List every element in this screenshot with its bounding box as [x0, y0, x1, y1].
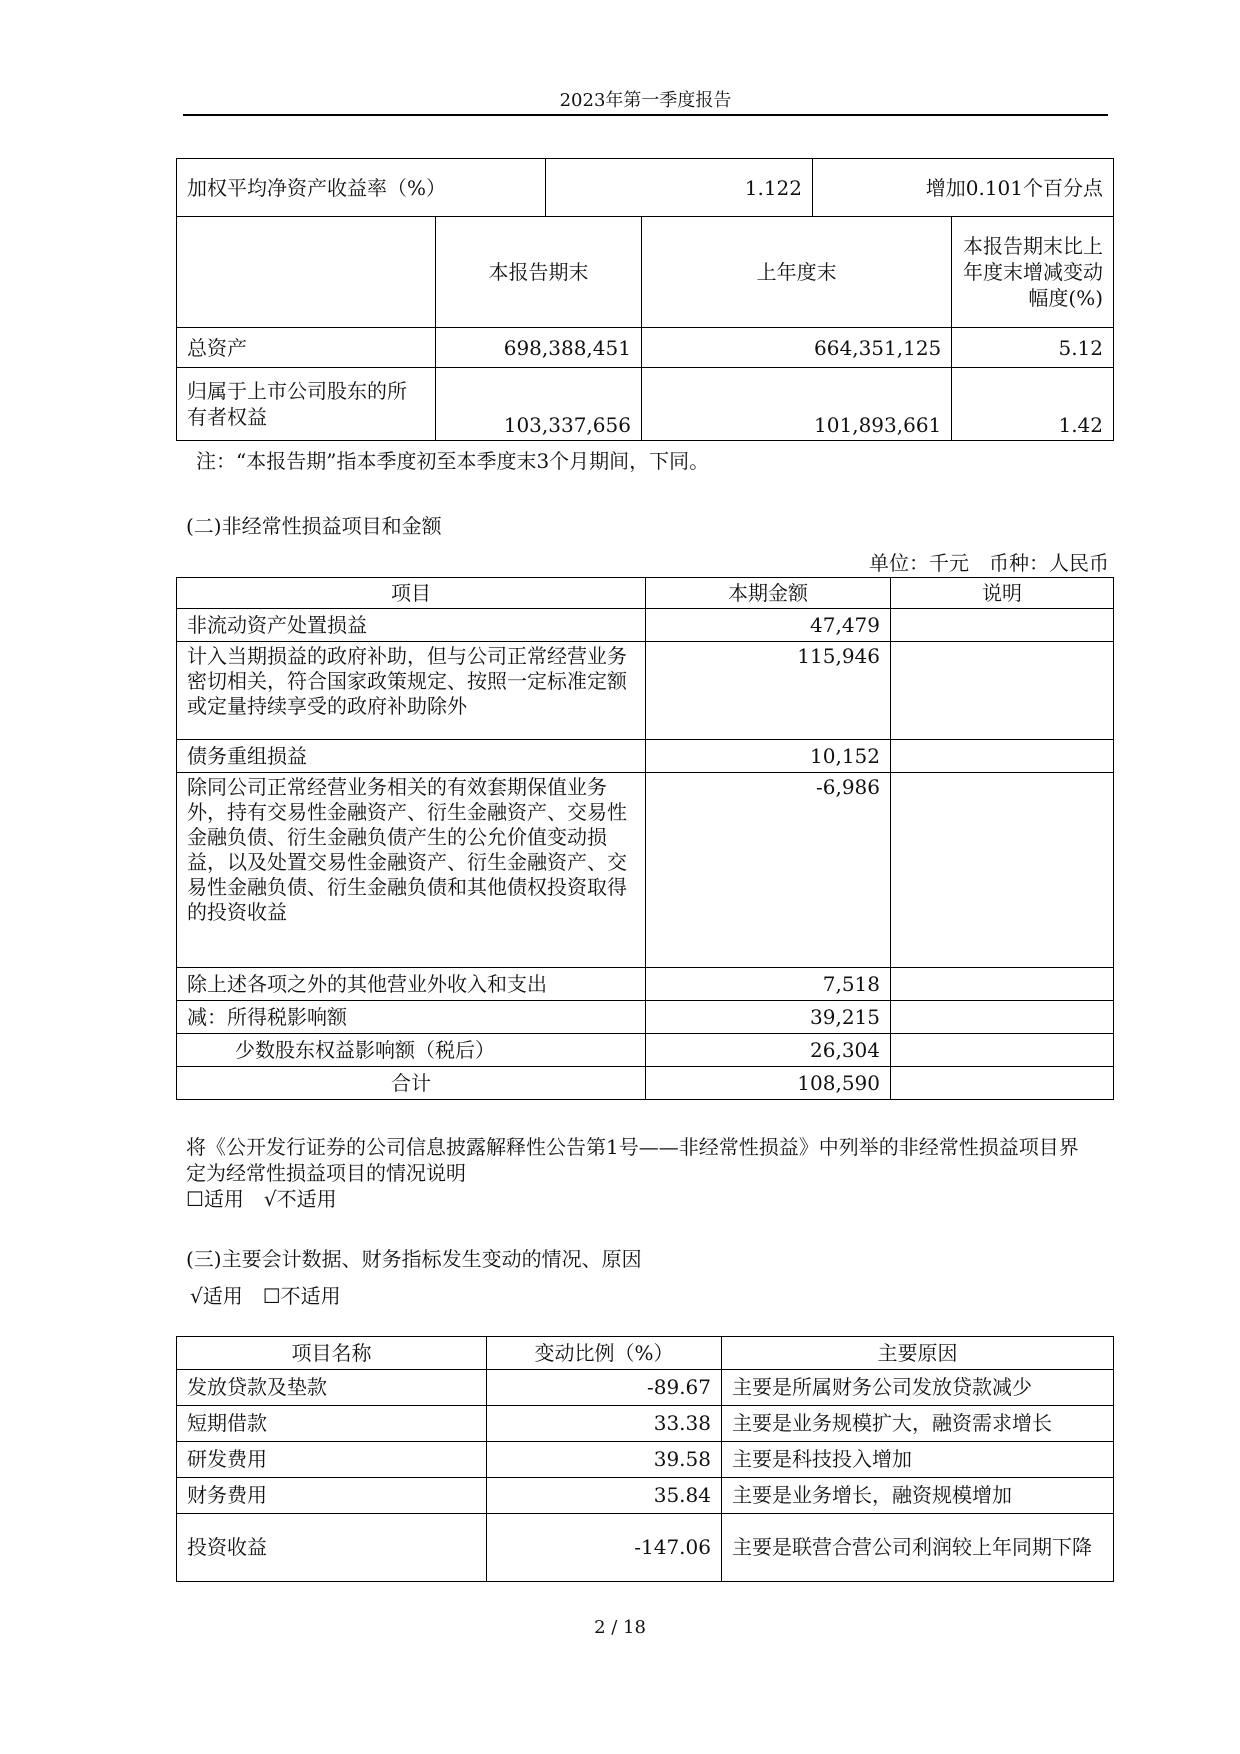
balance-row-current: 103,337,656 [436, 368, 642, 441]
nonrec-amount: -6,986 [646, 773, 891, 968]
table-row [177, 642, 1114, 740]
nonrec-note [891, 773, 1114, 968]
nonrec-amount: 115,946 [646, 642, 891, 740]
changes-table [176, 1336, 1114, 1582]
nonrec-amount: 26,304 [646, 1034, 891, 1067]
roe-label: 加权平均净资产收益率（%） [177, 159, 546, 217]
balance-header-change: 本报告期末比上年度末增减变动幅度(%) [952, 217, 1114, 328]
table-row [177, 1514, 1114, 1582]
nonrec-header-item: 项目 [177, 578, 646, 609]
changes-reason: 主要是联营合营公司利润较上年同期下降 [722, 1514, 1114, 1582]
changes-item: 研发费用 [177, 1442, 487, 1478]
nonrec-total-label: 合计 [177, 1067, 646, 1100]
table-row [177, 159, 1114, 217]
changes-ratio: -89.67 [487, 1370, 722, 1406]
nonrec-amount: 10,152 [646, 740, 891, 773]
nonrec-item: 少数股东权益影响额（税后） [177, 1034, 646, 1067]
nonrec-total-amount: 108,590 [646, 1067, 891, 1100]
changes-ratio: -147.06 [487, 1514, 722, 1582]
table-row [177, 368, 1114, 441]
balance-row-change: 1.42 [952, 368, 1114, 441]
changes-reason: 主要是业务规模扩大，融资需求增长 [722, 1406, 1114, 1442]
table-row [177, 1442, 1114, 1478]
table-header-row [177, 578, 1114, 609]
page-header: 2023年第一季度报告 [559, 90, 732, 111]
table-row [177, 968, 1114, 1001]
nonrec-note [891, 740, 1114, 773]
page-number: 2 / 18 [594, 1617, 646, 1638]
table-row [177, 609, 1114, 642]
changes-header-reason: 主要原因 [722, 1337, 1114, 1370]
changes-reason: 主要是业务增长，融资规模增加 [722, 1478, 1114, 1514]
section3-title: (三)主要会计数据、财务指标发生变动的情况、原因 [186, 1247, 642, 1271]
changes-header-ratio: 变动比例（%） [487, 1337, 722, 1370]
table-row [177, 1370, 1114, 1406]
nonrecurring-table [176, 577, 1114, 1100]
nonrec-amount: 47,479 [646, 609, 891, 642]
roe-table [176, 158, 1114, 217]
nonrec-item: 除同公司正常经营业务相关的有效套期保值业务外，持有交易性金融资产、衍生金融资产、交易性金融负债、衍生金融负债产生的公允价值变动损益，以及处置交易性金融资产、衍生金融资产、交易性金融负债、衍生金融负债和其他债权投资取得的投资收益 [177, 773, 646, 968]
nonrec-note [891, 968, 1114, 1001]
nonrec-item: 非流动资产处置损益 [177, 609, 646, 642]
table-row [177, 1406, 1114, 1442]
table-row [177, 1067, 1114, 1100]
balance-row-prior: 664,351,125 [641, 328, 951, 368]
header-rule [183, 114, 1108, 116]
changes-header-item: 项目名称 [177, 1337, 487, 1370]
explain-line-1: 将《公开发行证券的公司信息披露解释性公告第1号——非经常性损益》中列举的非经常性损益项目界 [186, 1135, 1079, 1159]
nonrec-header-note: 说明 [891, 578, 1114, 609]
table-row [177, 773, 1114, 968]
changes-item: 财务费用 [177, 1478, 487, 1514]
nonrec-amount: 7,518 [646, 968, 891, 1001]
section2-applicable: ☐适用 √不适用 [186, 1187, 337, 1211]
nonrec-note [891, 642, 1114, 740]
changes-reason: 主要是科技投入增加 [722, 1442, 1114, 1478]
changes-item: 投资收益 [177, 1514, 487, 1582]
table-row [177, 1034, 1114, 1067]
roe-value: 1.122 [546, 159, 813, 217]
nonrec-item: 债务重组损益 [177, 740, 646, 773]
changes-item: 短期借款 [177, 1406, 487, 1442]
table-row [177, 740, 1114, 773]
balance-table [176, 216, 1114, 441]
balance-row-prior: 101,893,661 [641, 368, 951, 441]
nonrec-note [891, 1001, 1114, 1034]
table-row [177, 1001, 1114, 1034]
nonrec-item: 减：所得税影响额 [177, 1001, 646, 1034]
balance-note: 注：“本报告期”指本季度初至本季度末3个月期间，下同。 [196, 449, 710, 473]
nonrec-note [891, 1034, 1114, 1067]
changes-ratio: 35.84 [487, 1478, 722, 1514]
unit-label: 单位：千元 币种：人民币 [869, 551, 1109, 575]
section3-applicable: √适用 ☐不适用 [190, 1284, 341, 1308]
explain-line-2: 定为经常性损益项目的情况说明 [186, 1161, 466, 1185]
nonrec-item: 除上述各项之外的其他营业外收入和支出 [177, 968, 646, 1001]
balance-row-change: 5.12 [952, 328, 1114, 368]
balance-header-blank [177, 217, 436, 328]
changes-item: 发放贷款及垫款 [177, 1370, 487, 1406]
changes-reason: 主要是所属财务公司发放贷款减少 [722, 1370, 1114, 1406]
roe-change: 增加0.101个百分点 [813, 159, 1114, 217]
balance-header-prior: 上年度末 [641, 217, 951, 328]
nonrec-note [891, 1067, 1114, 1100]
table-row [177, 1478, 1114, 1514]
balance-header-current: 本报告期末 [436, 217, 642, 328]
table-header-row [177, 1337, 1114, 1370]
nonrec-header-amount: 本期金额 [646, 578, 891, 609]
table-row [177, 328, 1114, 368]
changes-ratio: 39.58 [487, 1442, 722, 1478]
changes-ratio: 33.38 [487, 1406, 722, 1442]
balance-row-label: 总资产 [177, 328, 436, 368]
balance-row-current: 698,388,451 [436, 328, 642, 368]
nonrec-item: 计入当期损益的政府补助，但与公司正常经营业务密切相关，符合国家政策规定、按照一定标准定额或定量持续享受的政府补助除外 [177, 642, 646, 740]
balance-row-label: 归属于上市公司股东的所有者权益 [177, 368, 436, 441]
nonrec-amount: 39,215 [646, 1001, 891, 1034]
section2-title: (二)非经常性损益项目和金额 [186, 514, 442, 538]
table-header-row [177, 217, 1114, 328]
nonrec-note [891, 609, 1114, 642]
